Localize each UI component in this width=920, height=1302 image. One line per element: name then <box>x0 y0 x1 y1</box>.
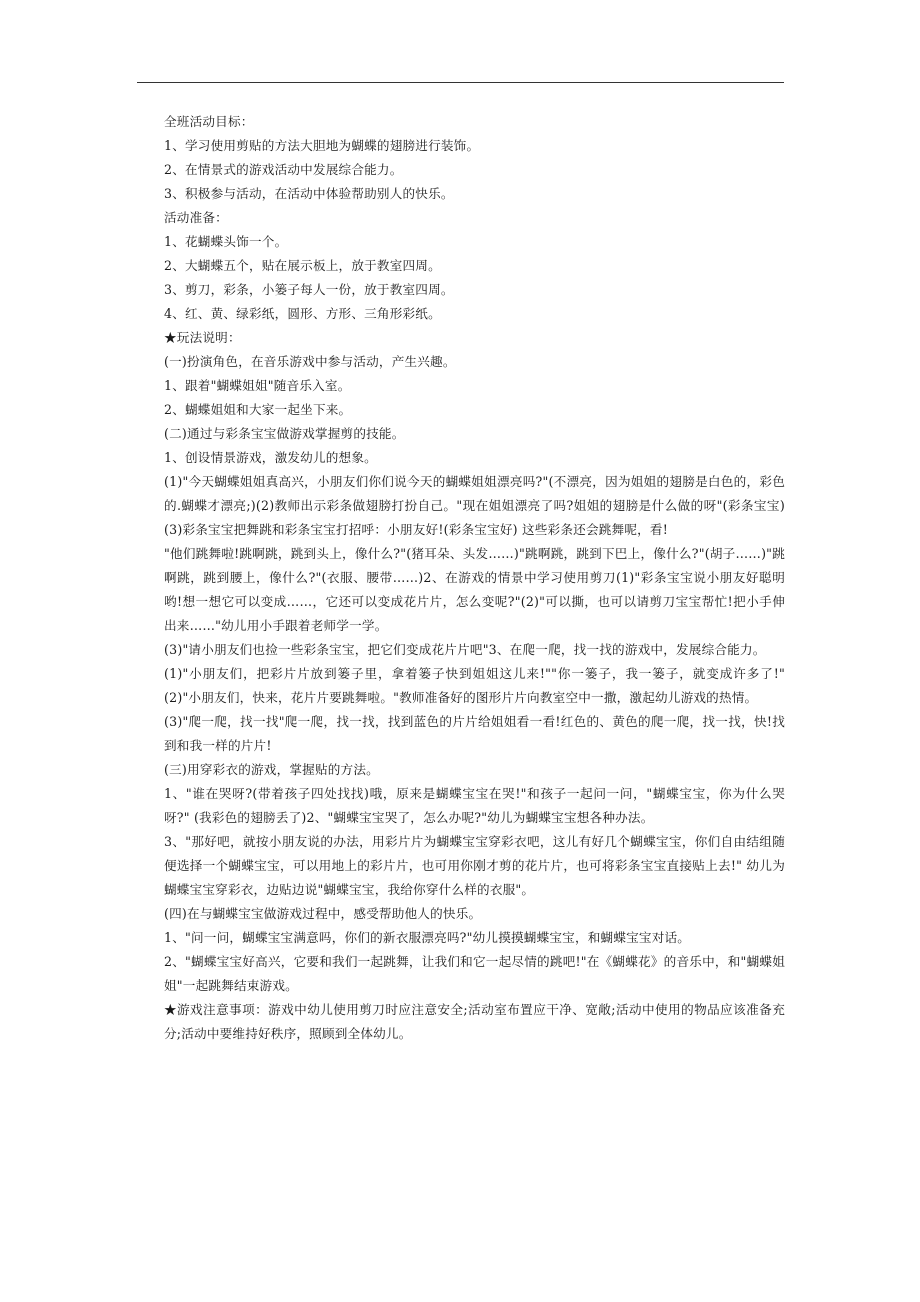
preparation-item: 3、剪刀，彩条，小篓子每人一份，放于教室四周。 <box>164 282 454 297</box>
preparation-item: 2、大蝴蝶五个，贴在展示板上，放于教室四周。 <box>164 258 441 273</box>
goal-item: 1、学习使用剪贴的方法大胆地为蝴蝶的翅膀进行装饰。 <box>164 138 480 153</box>
body-paragraph: 3、"那好吧，就按小朋友说的办法，用彩片片为蝴蝶宝宝穿彩衣吧，这儿有好几个蝴蝶宝宝，你们自由结组随便选择一个蝴蝶宝宝，可以用地上的彩片片，也可用你刚才剪的花片片，也可将彩条宝宝直接贴上去!" 幼儿为蝴蝶宝宝穿彩衣，边贴边说"蝴蝶宝宝，我给你穿什么样的衣服"。 <box>164 834 785 897</box>
body-paragraph: (1)"小朋友们，把彩片片放到篓子里，拿着篓子快到姐姐这儿来!""你一篓子，我一篓子，就变成许多了!"(2)"小朋友们，快来，花片片要跳舞啦。"教师准备好的图形片片向教室空中一撒，激起幼儿游戏的热情。 <box>164 666 785 705</box>
notes-paragraph: ★游戏注意事项：游戏中幼儿使用剪刀时应注意安全;活动室布置应干净、宽敞;活动中使用的物品应该准备充分;活动中要维持好秩序，照顾到全体幼儿。 <box>164 1002 785 1041</box>
goal-item: 3、积极参与活动，在活动中体验帮助别人的快乐。 <box>164 186 454 201</box>
body-paragraph: (3)"请小朋友们也捡一些彩条宝宝，把它们变成花片片吧"3、在爬一爬，找一找的游戏中，发展综合能力。 <box>164 642 766 657</box>
header-rule <box>137 82 784 83</box>
section-heading: (三)用穿彩衣的游戏，掌握贴的方法。 <box>164 762 379 777</box>
document-body <box>137 110 785 1046</box>
step-paragraph: 2、蝴蝶姐姐和大家一起坐下来。 <box>164 402 352 417</box>
step-paragraph: 1、跟着"蝴蝶姐姐"随音乐入室。 <box>164 378 351 393</box>
heading-how-to-play: ★玩法说明： <box>164 330 241 345</box>
body-paragraph: 2、"蝴蝶宝宝好高兴，它要和我们一起跳舞，让我们和它一起尽情的跳吧!"在《蝴蝶花》的音乐中，和"蝴蝶姐姐"一起跳舞结束游戏。 <box>164 954 785 993</box>
body-paragraph: 1、"谁在哭呀?(带着孩子四处找找)哦，原来是蝴蝶宝宝在哭!"和孩子一起问一问，"蝴蝶宝宝，你为什么哭呀?" (我彩色的翅膀丢了)2、"蝴蝶宝宝哭了，怎么办呢?"幼儿为蝴蝶宝宝想各种办法。 <box>164 786 785 825</box>
step-paragraph: 1、创设情景游戏，激发幼儿的想象。 <box>164 450 377 465</box>
body-paragraph: "他们跳舞啦!跳啊跳，跳到头上，像什么?"(猪耳朵、头发……)"跳啊跳，跳到下巴上，像什么?"(胡子……)"跳啊跳，跳到腰上，像什么?"(衣服、腰带……)2、在游戏的情景中学习使用剪刀(1)"彩条宝宝说小朋友好聪明哟!想一想它可以变成……，它还可以变成花片片，怎么变呢?"(2)"可以撕，也可以请剪刀宝宝帮忙!把小手伸出来……"幼儿用小手跟着老师学一学。 <box>164 546 785 633</box>
preparation-item: 1、花蝴蝶头饰一个。 <box>164 234 288 249</box>
heading-goals: 全班活动目标： <box>164 114 254 129</box>
goal-item: 2、在情景式的游戏活动中发展综合能力。 <box>164 162 403 177</box>
body-paragraph: (1)"今天蝴蝶姐姐真高兴，小朋友们你们说今天的蝴蝶姐姐漂亮吗?"(不漂亮，因为姐姐的翅膀是白色的，彩色的.蝴蝶才漂亮;)(2)教师出示彩条做翅膀打扮自己。"现在姐姐漂亮了吗?姐姐的翅膀是什么做的呀"(彩条宝宝)(3)彩条宝宝把舞跳和彩条宝宝打招呼：小朋友好!(彩条宝宝好) 这些彩条还会跳舞呢，看! <box>164 474 785 537</box>
section-heading: (四)在与蝴蝶宝宝做游戏过程中，感受帮助他人的快乐。 <box>164 906 482 921</box>
section-heading: (一)扮演角色，在音乐游戏中参与活动，产生兴趣。 <box>164 354 456 369</box>
heading-preparation: 活动准备： <box>164 210 228 225</box>
section-heading: (二)通过与彩条宝宝做游戏掌握剪的技能。 <box>164 426 405 441</box>
body-paragraph: 1、"问一问，蝴蝶宝宝满意吗，你们的新衣服漂亮吗?"幼儿摸摸蝴蝶宝宝，和蝴蝶宝宝对话。 <box>164 930 691 945</box>
body-paragraph: (3)"爬一爬，找一找"爬一爬，找一找，找到蓝色的片片给姐姐看一看!红色的、黄色的爬一爬，找一找，快!找到和我一样的片片! <box>164 714 785 753</box>
preparation-item: 4、红、黄、绿彩纸，圆形、方形、三角形彩纸。 <box>164 306 441 321</box>
